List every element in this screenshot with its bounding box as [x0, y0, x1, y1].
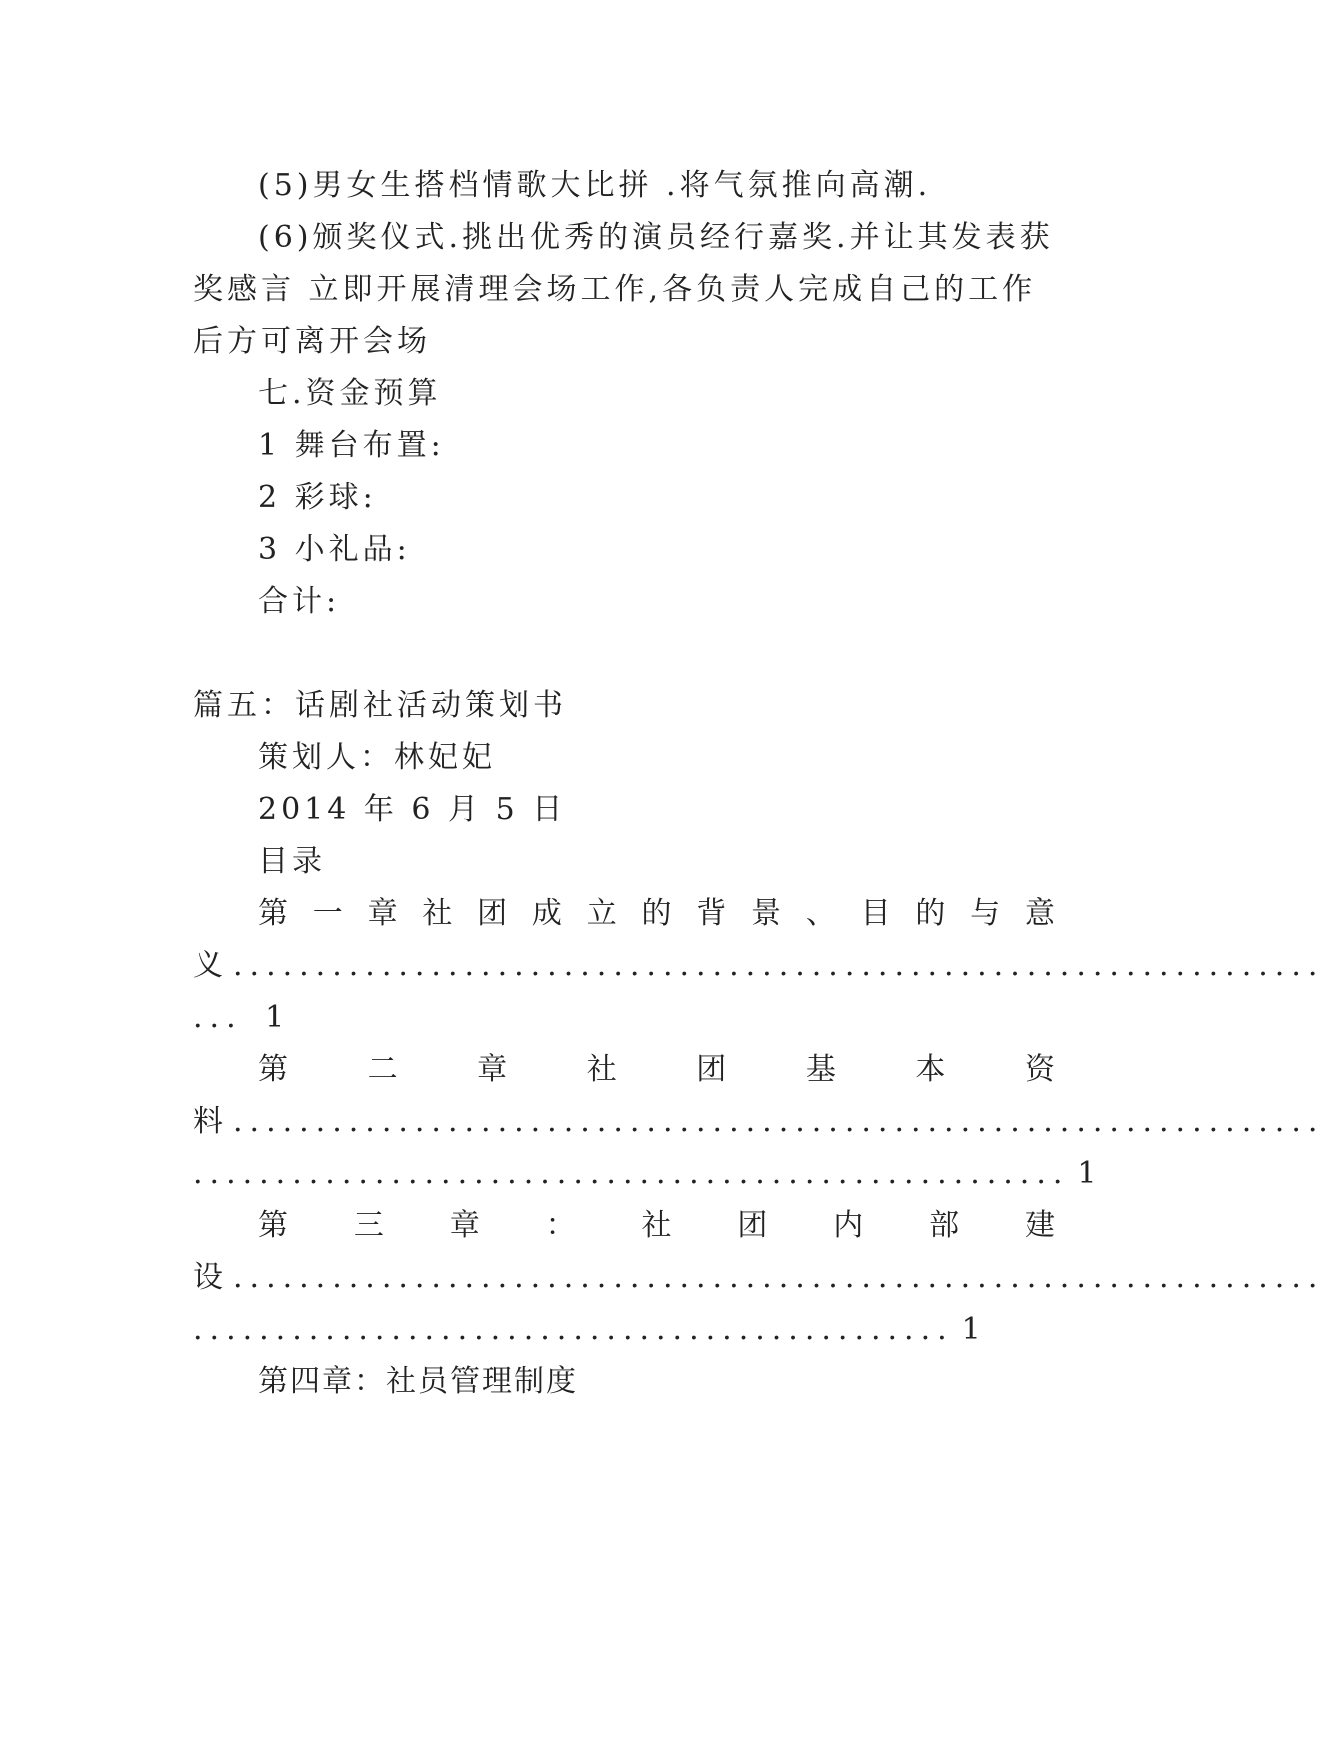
- toc-char: 、: [805, 896, 836, 931]
- toc-dot-leader: .....................................................: [193, 1156, 1070, 1191]
- toc-char: 一: [312, 896, 343, 931]
- toc-char: 团: [477, 896, 508, 931]
- toc-char: 建: [1025, 1208, 1055, 1243]
- toc-char: 章: [477, 1052, 508, 1087]
- toc-wrap-char: 义: [193, 948, 223, 983]
- toc-entry-1-leader: [193, 946, 1324, 986]
- toc-char: 章: [367, 896, 398, 931]
- toc-char: 与: [970, 896, 1001, 931]
- toc-heading: 目录: [258, 844, 326, 879]
- toc-char: 团: [696, 1052, 727, 1087]
- toc-entry-3-leader: [193, 1258, 1324, 1298]
- budget-total: 合计:: [258, 584, 341, 619]
- toc-char: 第: [258, 896, 288, 931]
- toc-char: 第: [258, 1052, 288, 1087]
- part-5-title: 篇五：话剧社活动策划书: [193, 688, 567, 723]
- toc-page-number: 1: [265, 1000, 285, 1035]
- toc-entry-2-title: [258, 1050, 1055, 1090]
- paragraph-6-line-1: (6)颁奖仪式.挑出优秀的演员经行嘉奖.并让其发表获: [258, 220, 1054, 255]
- toc-char: 社: [422, 896, 453, 931]
- toc-char: 立: [586, 896, 617, 931]
- toc-entry-3-page-line: [193, 1310, 1055, 1350]
- budget-item-balloons: 2 彩球:: [258, 480, 377, 515]
- toc-char: 第: [258, 1208, 288, 1243]
- toc-dot-leader: ..............................................: [193, 1312, 954, 1347]
- toc-char: 目: [860, 896, 891, 931]
- planner: 策划人：林妃妃: [258, 740, 496, 775]
- toc-char: 基: [805, 1052, 836, 1087]
- toc-entry-3-title: [258, 1206, 1055, 1246]
- toc-dot-leader: ..................................................................: [233, 948, 1324, 983]
- toc-entry-2-leader: [193, 1102, 1324, 1142]
- section-7-heading: 七.资金预算: [258, 376, 442, 411]
- toc-entry-2-page-line: [193, 1154, 1097, 1194]
- toc-dot-leader: ..................................................................: [233, 1104, 1324, 1139]
- toc-char: 内: [833, 1208, 864, 1243]
- toc-char: 本: [915, 1052, 946, 1087]
- toc-char: 章: [449, 1208, 480, 1243]
- toc-char: 社: [586, 1052, 617, 1087]
- toc-char: 成: [531, 896, 562, 931]
- toc-char: 部: [929, 1208, 960, 1243]
- toc-char: 团: [737, 1208, 768, 1243]
- toc-dot-leader: ...: [193, 1000, 243, 1035]
- toc-char: 二: [367, 1052, 398, 1087]
- budget-item-stage: 1 舞台布置:: [258, 428, 445, 463]
- toc-entry-1-page-line: [193, 998, 1055, 1038]
- toc-entry-1-title: [258, 894, 1055, 934]
- paragraph-6-line-2: 奖感言 立即开展清理会场工作,各负责人完成自己的工作: [193, 272, 1037, 307]
- paragraph-5: (5)男女生搭档情歌大比拼 .将气氛推向高潮.: [258, 168, 932, 203]
- toc-char: 景: [751, 896, 782, 931]
- toc-char: 意: [1024, 896, 1055, 931]
- chapter-4-title: 第四章：社员管理制度: [258, 1364, 578, 1399]
- toc-char: 三: [353, 1208, 384, 1243]
- toc-wrap-char: 设: [193, 1260, 223, 1295]
- toc-char: 的: [915, 896, 946, 931]
- toc-char: 社: [641, 1208, 672, 1243]
- toc-page-number: 1: [1077, 1156, 1097, 1191]
- toc-char: ：: [545, 1208, 576, 1243]
- toc-dot-leader: ..................................................................: [233, 1260, 1324, 1295]
- paragraph-6-line-3: 后方可离开会场: [193, 324, 431, 359]
- date: 2014 年 6 月 5 日: [258, 792, 567, 827]
- toc-char: 背: [696, 896, 727, 931]
- toc-page-number: 1: [961, 1312, 981, 1347]
- toc-char: 的: [641, 896, 672, 931]
- budget-item-gifts: 3 小礼品:: [258, 532, 411, 567]
- toc-wrap-char: 料: [193, 1104, 223, 1139]
- toc-char: 资: [1024, 1052, 1055, 1087]
